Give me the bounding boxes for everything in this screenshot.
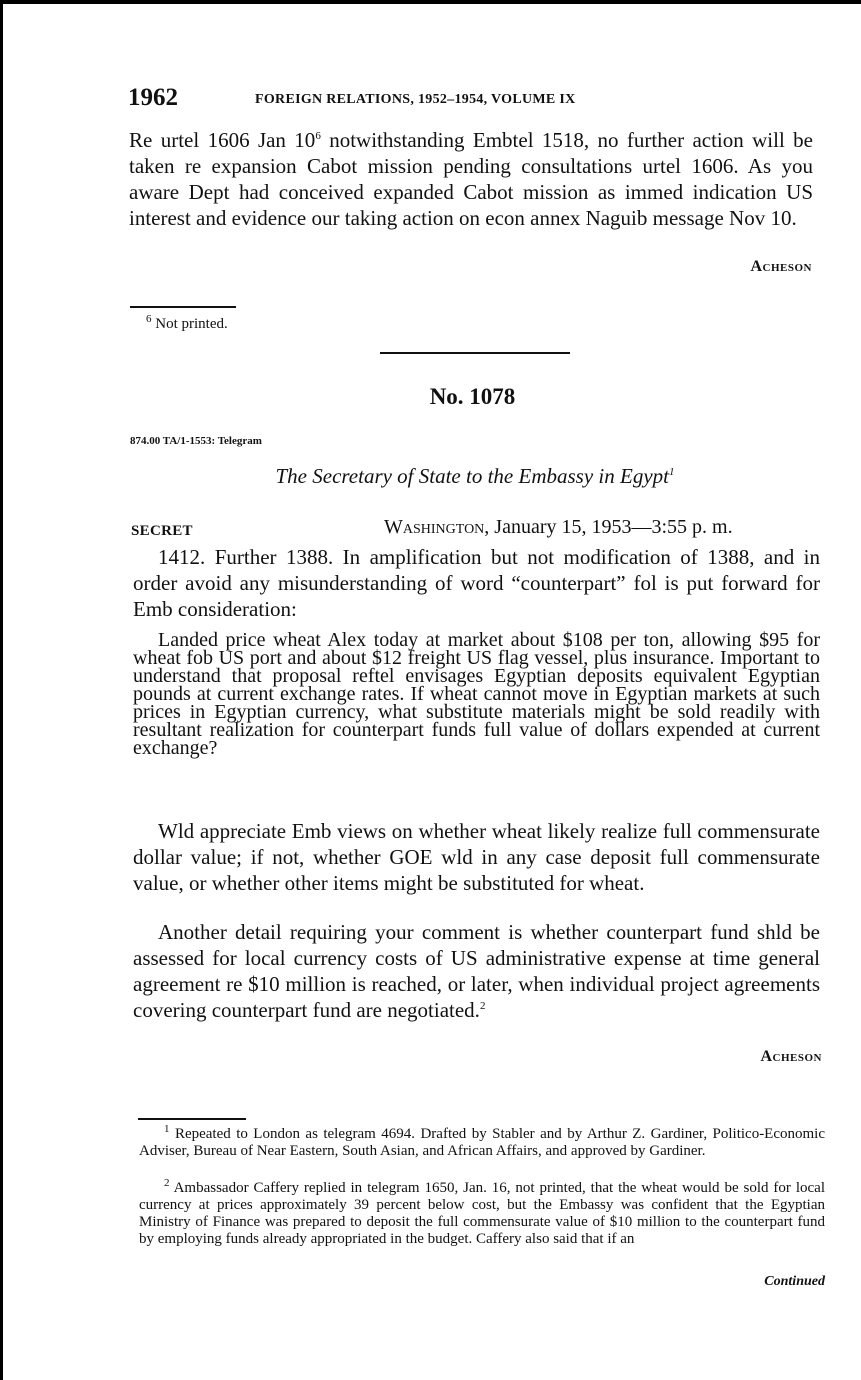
page-header	[128, 84, 828, 112]
prev-doc-paragraph	[129, 127, 813, 231]
document-title	[180, 464, 770, 489]
footnote-2-text: Ambassador Caffery replied in telegram 1650, Jan. 16, not printed, that the wheat would be sold for local currency at prices approximately 39 percent below cost, but the Embassy was confident that the Egyptian Ministry of Finance was prepared to deposit the full commensurate value of $10 million to the counterpart fund by employing funds already appropriated in the budget. Caffery also said that if an	[139, 1180, 825, 1247]
footnote-rule-bottom	[138, 1118, 246, 1120]
date-time: , January 15, 1953—3:55 p. m.	[484, 516, 733, 538]
prev-doc-text-start: Re urtel 1606 Jan 10	[129, 128, 316, 152]
page-border-left	[0, 0, 3, 1380]
continued-label: Continued	[764, 1274, 825, 1289]
prev-doc-text-rest: notwithstanding Embtel 1518, no further action will be taken re expansion Cabot mission pending consultations urtel 1606. As you aware Dept had conceived expanded Cabot mission as immed indication US interest and evidence our taking action on econ annex Naguib message Nov 10.	[129, 128, 813, 230]
paragraph-2: Landed price wheat Alex today at market about $108 per ton, allowing $95 for wheat fob US port and about $12 freight US flag vessel, plus insurance. Important to understand that proposal reftel envisages Egyptian deposits equivalent Egyptian pounds at current exchange rates. If wheat cannot move in Egyptian markets at such prices in Egyptian currency, what substitute materials might be sold readily with resultant realization for counterpart funds full value of dollars expended at current exchange?	[133, 629, 820, 759]
footnote-6	[146, 313, 446, 333]
prev-doc-signature: Acheson	[750, 258, 812, 275]
footnote-rule-top	[130, 306, 236, 308]
paragraph-1: 1412. Further 1388. In amplification but not modification of 1388, and in order avoid any misunderstanding of word “counterpart” fol is put forward for Emb consideration:	[133, 545, 820, 621]
footnote-6-text: Not printed.	[151, 316, 228, 332]
running-title: FOREIGN RELATIONS, 1952–1954, VOLUME IX	[255, 92, 576, 107]
document-number: No. 1078	[429, 384, 516, 409]
footnote-2	[139, 1177, 825, 1248]
signature: Acheson	[760, 1048, 822, 1065]
footnote-mark-6: 6	[146, 313, 152, 325]
footnote-ref-2: 2	[479, 1000, 486, 1012]
page-border-top	[0, 0, 861, 4]
section-divider	[380, 352, 570, 354]
classification: SECRET	[131, 523, 193, 539]
footnote-ref-1: 1	[668, 466, 675, 478]
footnote-ref-6: 6	[315, 130, 321, 142]
footnote-1-text: Repeated to London as telegram 4694. Drafted by Stabler and by Arthur Z. Gardiner, Politico-Economic Adviser, Bureau of Near Eastern, South Asian, and African Affairs, and approved by Gardiner.	[139, 1126, 825, 1159]
paragraph-4-text: Another detail requiring your comment is whether counterpart fund shld be assessed for local currency costs of US administrative expense at time general agreement re $10 million is reached, or later, when individual project agreements covering counterpart fund are negotiated.	[133, 920, 820, 1022]
footnote-mark-1: 1	[164, 1123, 170, 1135]
footnote-1	[139, 1123, 825, 1160]
footnote-mark-2: 2	[164, 1177, 170, 1189]
place: Washington	[384, 516, 485, 538]
page-number: 1962	[128, 84, 178, 111]
place-date	[384, 516, 733, 539]
paragraph-3: Wld appreciate Emb views on whether wheat likely realize full commensurate dollar value; if not, whether GOE wld in any case deposit full commensurate value, or whether other items might be substituted for wheat.	[133, 819, 820, 895]
document-title-text: The Secretary of State to the Embassy in Egypt	[275, 464, 669, 488]
file-reference: 874.00 TA/1-1553: Telegram	[130, 435, 262, 447]
paragraph-4	[133, 919, 820, 1023]
